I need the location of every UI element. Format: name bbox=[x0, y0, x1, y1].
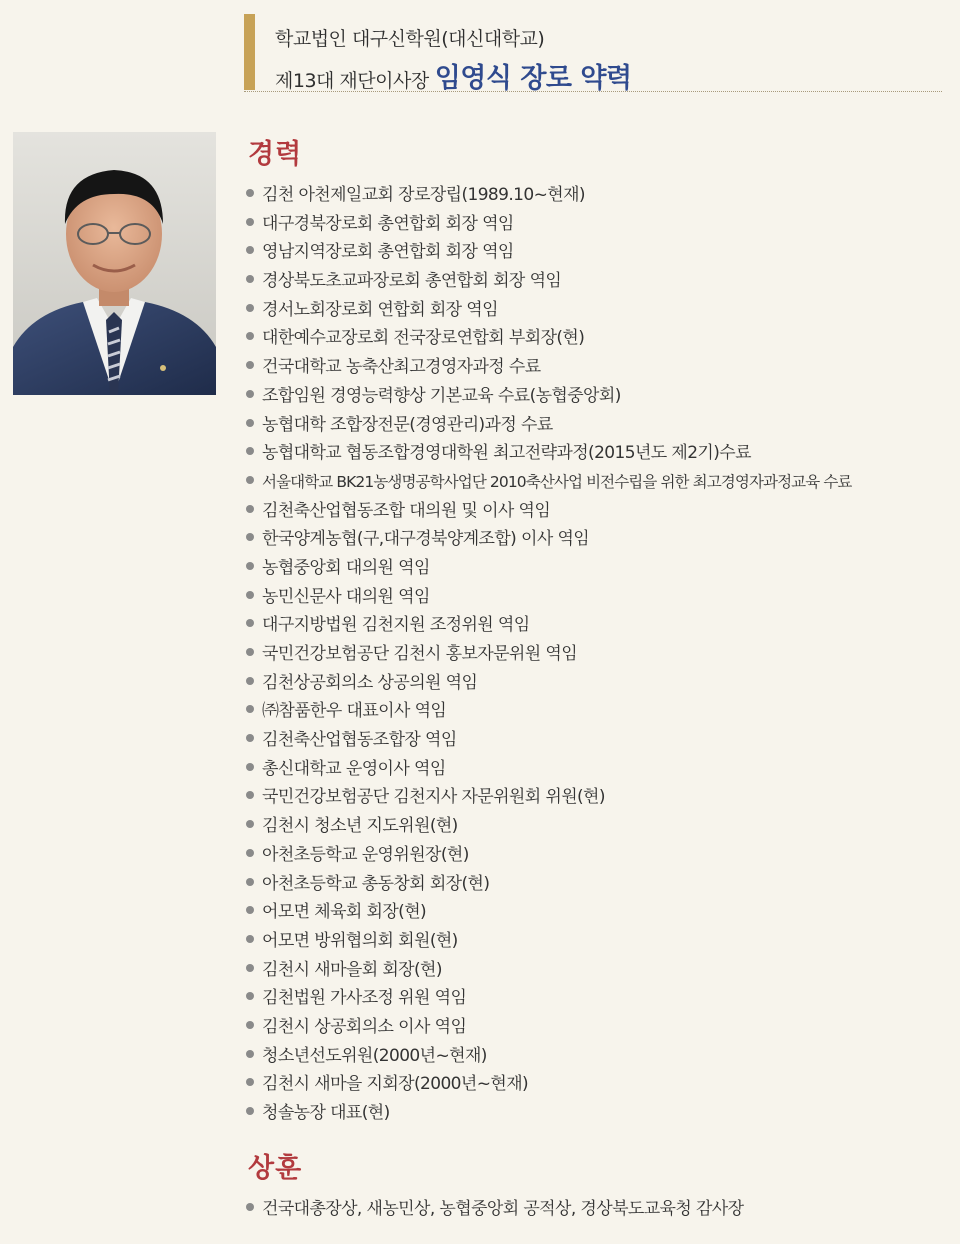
list-item-text: 청솔농장 대표(현) bbox=[262, 1103, 390, 1123]
bullet-icon bbox=[246, 447, 254, 455]
header-institution: 학교법인 대구신학원(대신대학교) bbox=[275, 28, 545, 50]
bullet-icon bbox=[246, 1050, 254, 1058]
list-item bbox=[246, 870, 954, 899]
list-item-text: 서울대학교 BK21농생명공학사업단 2010축산사업 비전수립을 위한 최고경영자과정교육 수료 bbox=[262, 472, 852, 491]
header-position: 제13대 재단이사장 bbox=[275, 70, 429, 92]
list-item-text: 건국대학교 농축산최고경영자과정 수료 bbox=[262, 357, 541, 378]
awards-list bbox=[246, 1195, 954, 1224]
list-item bbox=[246, 1013, 954, 1042]
bullet-icon bbox=[246, 648, 254, 656]
list-item-text: 농민신문사 대의원 역임 bbox=[262, 586, 430, 607]
bullet-icon bbox=[246, 304, 254, 312]
list-item bbox=[246, 382, 954, 411]
bullet-icon bbox=[246, 1203, 254, 1211]
list-item-text: 아천초등학교 운영위원장(현) bbox=[262, 844, 469, 865]
header-person-name: 임영식 장로 약력 bbox=[434, 63, 632, 94]
list-item bbox=[246, 181, 954, 210]
list-item-text: 총신대학교 운영이사 역임 bbox=[262, 758, 446, 779]
list-item-text: 김천시 상공회의소 이사 역임 bbox=[262, 1016, 467, 1037]
list-item-text: 건국대총장상, 새농민상, 농협중앙회 공적상, 경상북도교육청 감사장 bbox=[262, 1199, 744, 1219]
bullet-icon bbox=[246, 1078, 254, 1086]
list-item-text: 김천축산업협동조합 대의원 및 이사 역임 bbox=[262, 500, 551, 521]
list-item bbox=[246, 1195, 954, 1224]
bullet-icon bbox=[246, 218, 254, 226]
list-item-text: 청소년선도위원(2000년~현재) bbox=[262, 1045, 487, 1066]
bullet-icon bbox=[246, 246, 254, 254]
list-item bbox=[246, 1070, 954, 1099]
list-item bbox=[246, 525, 954, 554]
bullet-icon bbox=[246, 591, 254, 599]
portrait-photo bbox=[13, 132, 216, 395]
bullet-icon bbox=[246, 533, 254, 541]
bullet-icon bbox=[246, 763, 254, 771]
list-item-text: 농협중앙회 대의원 역임 bbox=[262, 557, 430, 578]
bullet-icon bbox=[246, 906, 254, 914]
bullet-icon bbox=[246, 332, 254, 340]
list-item-text: 어모면 방위협의회 회원(현) bbox=[262, 930, 458, 951]
list-item-text: 김천상공회의소 상공의원 역임 bbox=[262, 672, 478, 693]
list-item-text: 국민건강보험공단 김천지사 자문위원회 위원(현) bbox=[262, 787, 605, 808]
list-item bbox=[246, 267, 954, 296]
list-item-text: 대한예수교장로회 전국장로연합회 부회장(현) bbox=[262, 328, 585, 349]
list-item-text: 김천법원 가사조정 위원 역임 bbox=[262, 988, 467, 1009]
bullet-icon bbox=[246, 275, 254, 283]
bullet-icon bbox=[246, 935, 254, 943]
list-item bbox=[246, 697, 954, 726]
list-item bbox=[246, 296, 954, 325]
bullet-icon bbox=[246, 505, 254, 513]
bullet-icon bbox=[246, 878, 254, 886]
bullet-icon bbox=[246, 390, 254, 398]
bullet-icon bbox=[246, 1021, 254, 1029]
header bbox=[244, 14, 942, 94]
bullet-icon bbox=[246, 791, 254, 799]
list-item bbox=[246, 755, 954, 784]
bullet-icon bbox=[246, 964, 254, 972]
list-item bbox=[246, 1042, 954, 1071]
list-item-text: 한국양계농협(구,대구경북양계조합) 이사 역임 bbox=[262, 529, 590, 550]
list-item-text: 국민건강보험공단 김천시 홍보자문위원 역임 bbox=[262, 644, 578, 664]
bullet-icon bbox=[246, 361, 254, 369]
list-item-text: 농협대학교 협동조합경영대학원 최고전략과정(2015년도 제2기)수료 bbox=[262, 443, 751, 464]
portrait-illustration bbox=[13, 132, 216, 395]
list-item-text: 아천초등학교 총동창회 회장(현) bbox=[262, 873, 490, 894]
list-item bbox=[246, 812, 954, 841]
bullet-icon bbox=[246, 705, 254, 713]
bullet-icon bbox=[246, 189, 254, 197]
awards-section-title: 상훈 bbox=[248, 1153, 303, 1184]
header-title-line bbox=[275, 56, 632, 95]
list-item-text: 김천시 새마을회 회장(현) bbox=[262, 959, 442, 980]
list-item-text: 대구경북장로회 총연합회 회장 역임 bbox=[262, 213, 514, 234]
bullet-icon bbox=[246, 734, 254, 742]
bullet-icon bbox=[246, 677, 254, 685]
list-item bbox=[246, 984, 954, 1013]
list-item bbox=[246, 210, 954, 239]
list-item-text: 경상북도초교파장로회 총연합회 회장 역임 bbox=[262, 271, 562, 292]
list-item bbox=[246, 1099, 954, 1128]
list-item-text: 조합임원 경영능력향상 기본교육 수료(농협중앙회) bbox=[262, 385, 621, 406]
list-item bbox=[246, 726, 954, 755]
list-item bbox=[246, 611, 954, 640]
header-accent-bar bbox=[244, 14, 255, 90]
list-item-text: 김천축산업협동조합장 역임 bbox=[262, 730, 457, 751]
list-item bbox=[246, 468, 954, 497]
list-item bbox=[246, 841, 954, 870]
list-item bbox=[246, 439, 954, 468]
bullet-icon bbox=[246, 992, 254, 1000]
list-item-text: 김천 아천제일교회 장로장립(1989.10~현재) bbox=[262, 185, 585, 205]
list-item bbox=[246, 497, 954, 526]
list-item bbox=[246, 927, 954, 956]
header-divider bbox=[244, 91, 942, 92]
list-item-text: 김천시 청소년 지도위원(현) bbox=[262, 816, 458, 837]
list-item-text: 영남지역장로회 총연합회 회장 역임 bbox=[262, 242, 514, 263]
list-item bbox=[246, 956, 954, 985]
list-item-text: 농협대학 조합장전문(경영관리)과정 수료 bbox=[262, 414, 553, 435]
list-item-text: 김천시 새마을 지회장(2000년~현재) bbox=[262, 1074, 529, 1095]
bullet-icon bbox=[246, 820, 254, 828]
list-item bbox=[246, 353, 954, 382]
list-item-text: 어모면 체육회 회장(현) bbox=[262, 902, 427, 923]
list-item bbox=[246, 783, 954, 812]
list-item-text: 경서노회장로회 연합회 회장 역임 bbox=[262, 299, 498, 320]
list-item bbox=[246, 238, 954, 267]
list-item-text: 대구지방법원 김천지원 조정위원 역임 bbox=[262, 615, 530, 636]
list-item bbox=[246, 324, 954, 353]
list-item bbox=[246, 640, 954, 669]
bullet-icon bbox=[246, 562, 254, 570]
list-item bbox=[246, 554, 954, 583]
bullet-icon bbox=[246, 476, 254, 484]
bullet-icon bbox=[246, 419, 254, 427]
list-item bbox=[246, 898, 954, 927]
bullet-icon bbox=[246, 619, 254, 627]
career-section-title: 경력 bbox=[248, 139, 303, 170]
bullet-icon bbox=[246, 849, 254, 857]
career-list bbox=[246, 181, 954, 1128]
bullet-icon bbox=[246, 1107, 254, 1115]
list-item bbox=[246, 411, 954, 440]
list-item bbox=[246, 583, 954, 612]
list-item bbox=[246, 669, 954, 698]
list-item-text: ㈜참품한우 대표이사 역임 bbox=[262, 701, 447, 722]
